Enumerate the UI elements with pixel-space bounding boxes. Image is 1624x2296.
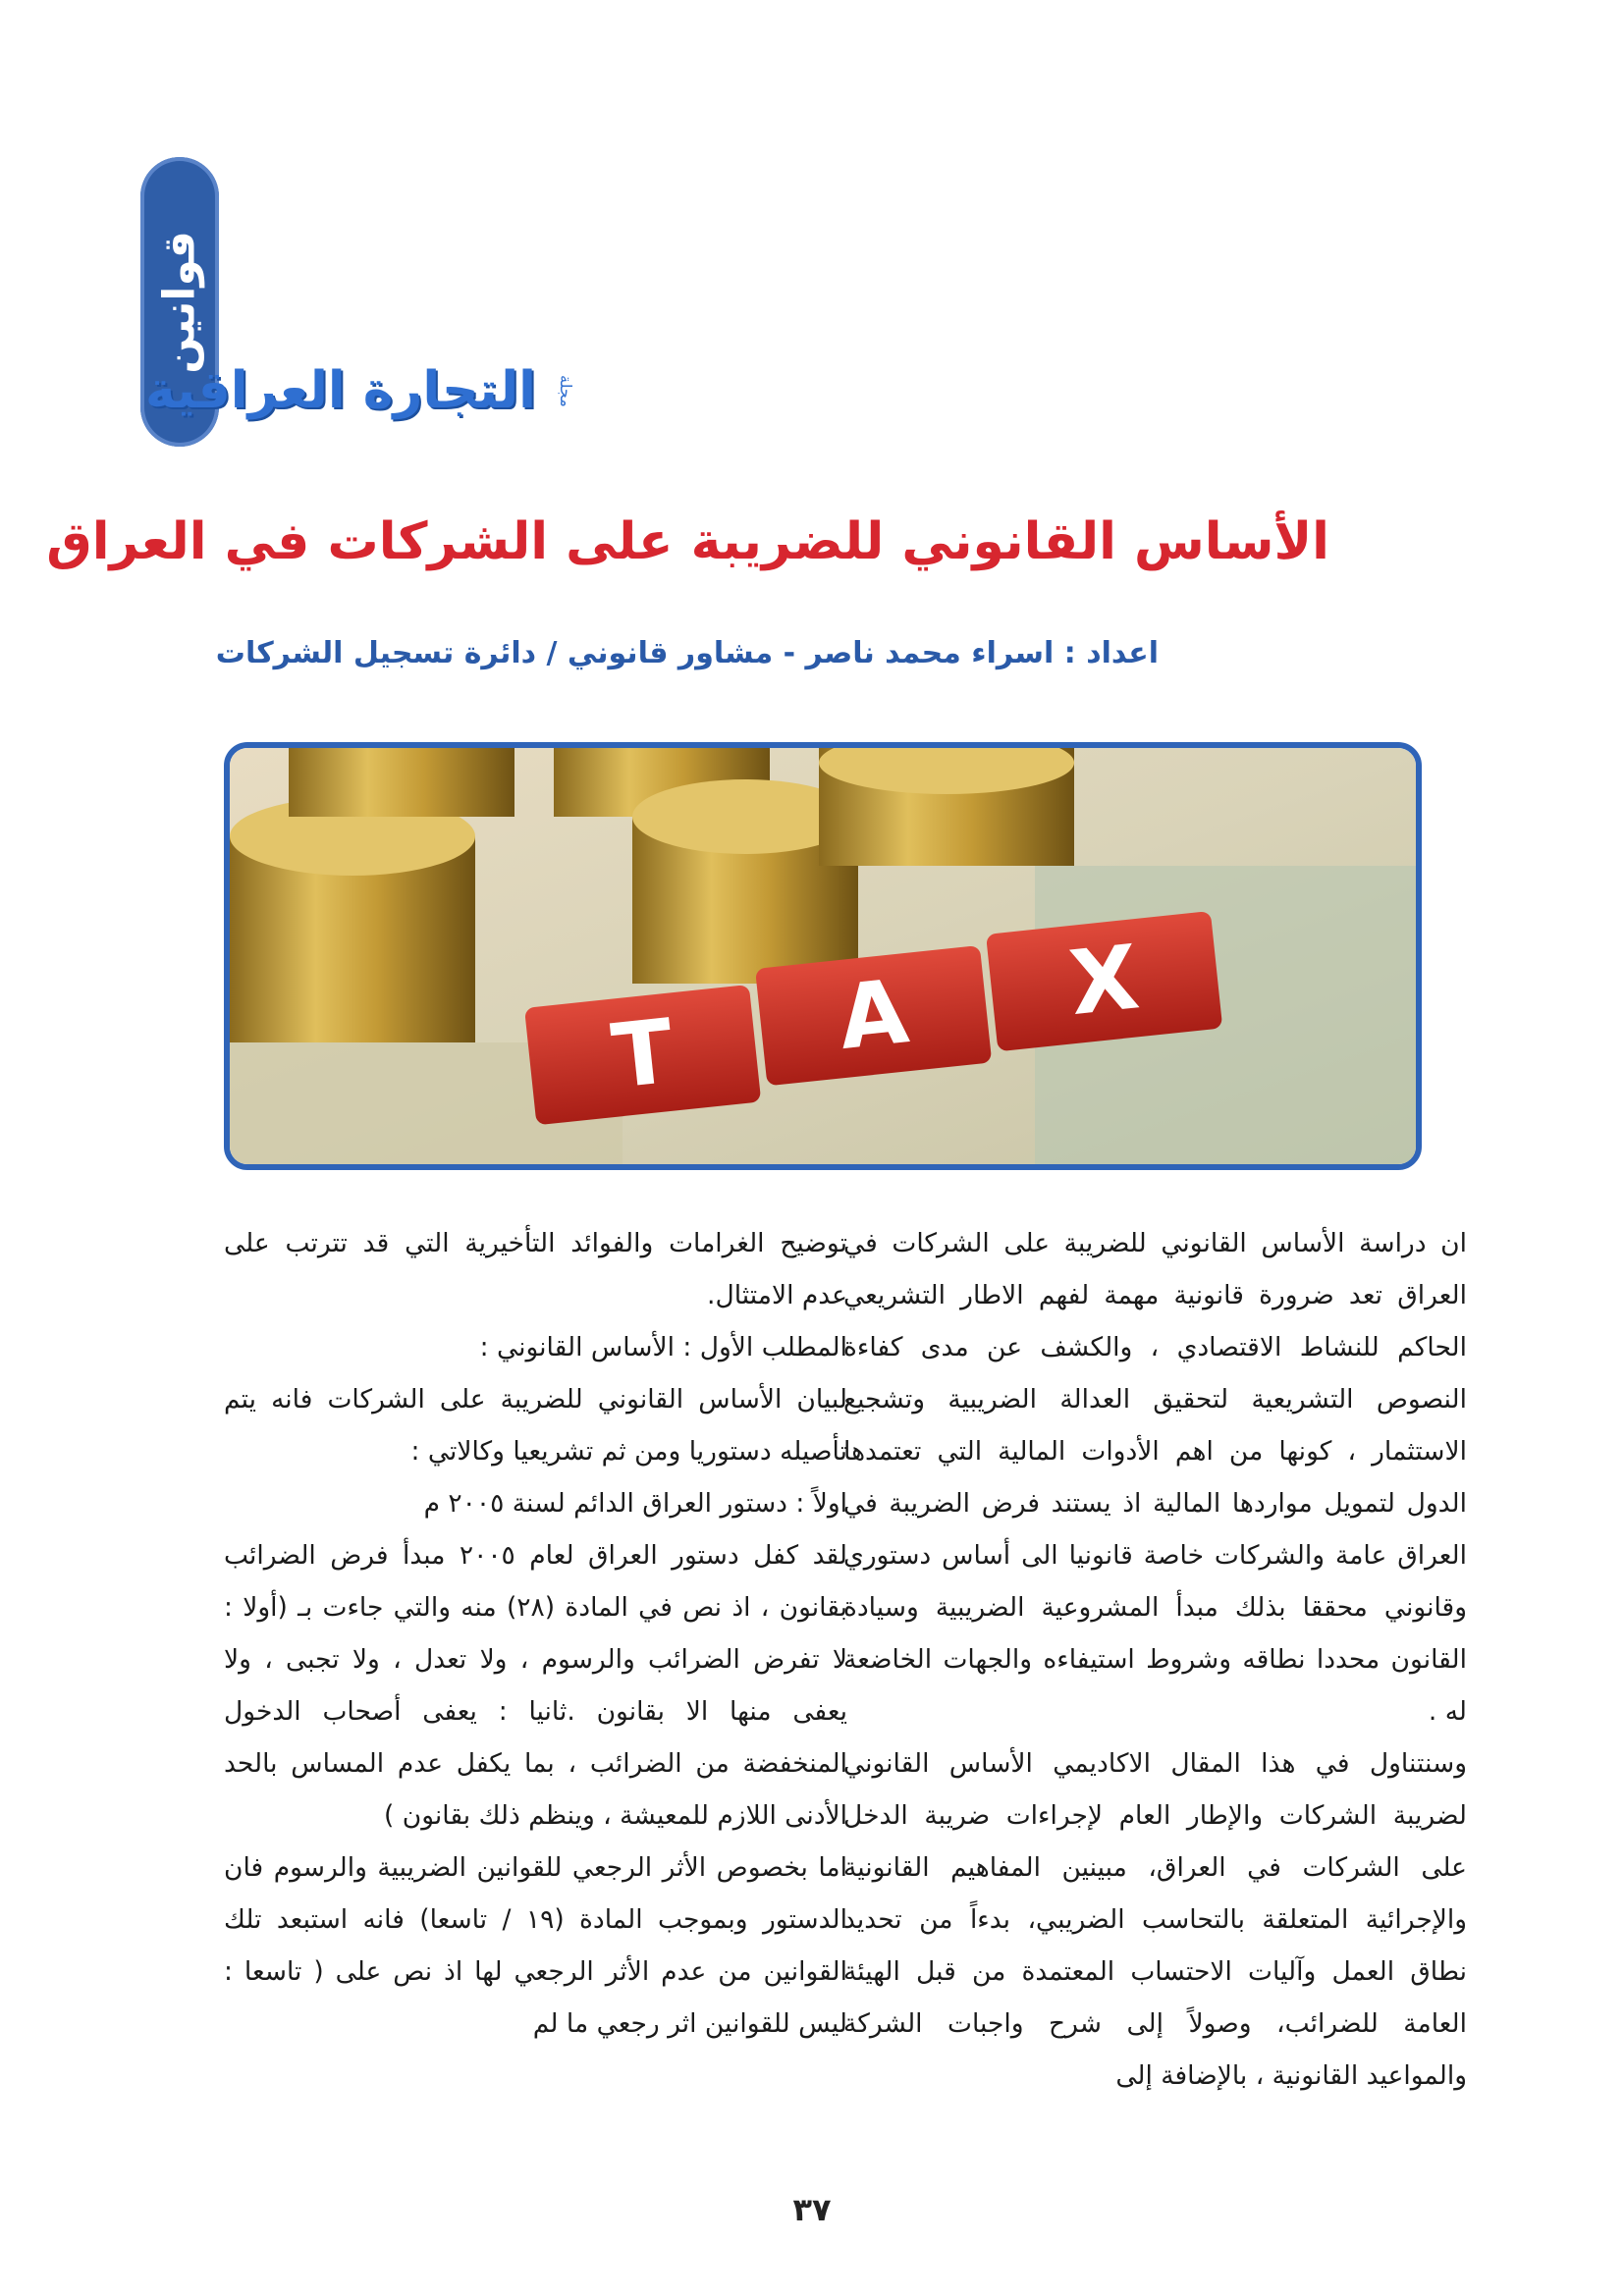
tax-coins-illustration: [230, 748, 1416, 1164]
paragraph: وسنتناول في هذا المقال الاكاديمي الأساس القانوني لضريبة الشركات والإطار العام لإجراءات ضريبة الدخل على الشركات في العراق، مبينين المفاهيم القانونية والإجرائية المتعلقة بالتحاسب الضريبي، بدءاً من تحديد نطاق العمل وآليات الاحتساب المعتمدة من قبل الهيئة العامة للضرائب، وصولاً إلى شرح واجبات الشركة والمواعيد القانونية ، بالإضافة إلى: [843, 1748, 1467, 2091]
article-column-left: [224, 1217, 847, 2050]
tile-letter-3: X: [1064, 926, 1144, 1036]
article-column-right: [843, 1217, 1467, 2102]
page-number: ٣٧: [792, 2191, 832, 2228]
magazine-logo-label: مجلة: [557, 375, 575, 407]
magazine-logo: [145, 361, 575, 440]
byline: اعداد : اسراء محمد ناصر - مشاور قانوني / دائرة تسجيل الشركات: [215, 636, 1159, 670]
paragraph: لقد كفل دستور العراق لعام ٢٠٠٥ مبدأ فرض الضرائب بقانون ، اذ نص في المادة (٢٨) منه والتي جاءت بـ (أولا : لا تفرض الضرائب والرسوم ، ولا تعدل ، ولا تجبى ، ولا يعفى منها الا بقانون .ثانيا : يعفى أصحاب الدخول المنخفضة من الضرائب ، بما يكفل عدم المساس بالحد الأدنى اللازم للمعيشة ، وينظم ذلك بقانون ): [224, 1540, 848, 1831]
section-heading: المطلب الأول : الأساس القانوني :: [479, 1332, 847, 1362]
paragraph: توضيح الغرامات والفوائد التأخيرية التي قد تترتب على عدم الامتثال.: [224, 1228, 847, 1310]
article-photo: [224, 742, 1422, 1170]
section-tab-label: قوانين: [154, 230, 205, 374]
paragraph: اما بخصوص الأثر الرجعي للقوانين الضريبية والرسوم فان الدستور وبموجب المادة (١٩ / تاسعا) فانه استبعد تلك القوانين من عدم الأثر الرجعي لها اذ نص على ( تاسعا : ليس للقوانين اثر رجعي ما لم: [224, 1852, 847, 2039]
tile-letter-1: T: [607, 999, 678, 1109]
tile-letter-2: A: [834, 960, 913, 1071]
paragraph: ان دراسة الأساس القانوني للضريبة على الشركات في العراق تعد ضرورة قانونية مهمة لفهم الاطار التشريعي الحاكم للنشاط الاقتصادي ، والكشف عن مدى كفاءة النصوص التشريعية لتحقيق العدالة الضريبية وتشجيع الاستثمار ، كونها من اهم الأدوات المالية التي تعتمدها الدول لتمويل مواردها المالية اذ يستند فرض الضريبة في العراق عامة والشركات خاصة قانونيا الى أساس دستوري وقانوني محققا بذلك مبدأ المشروعية الضريبية وسيادة القانون محددا نطاقه وشروط استيفاءه والجهات الخاضعة له .: [843, 1228, 1467, 1727]
magazine-logo-name: التجارة العراقية: [145, 361, 536, 420]
article-title: الأساس القانوني للضريبة على الشركات في العراق: [46, 512, 1329, 571]
paragraph: لبيان الأساس القانوني للضريبة على الشركات فانه يتم تأصيله دستوريا ومن ثم تشريعيا وكالاتي :: [224, 1384, 847, 1467]
subheading: اولاً : دستور العراق الدائم لسنة ٢٠٠٥ م: [423, 1488, 847, 1519]
